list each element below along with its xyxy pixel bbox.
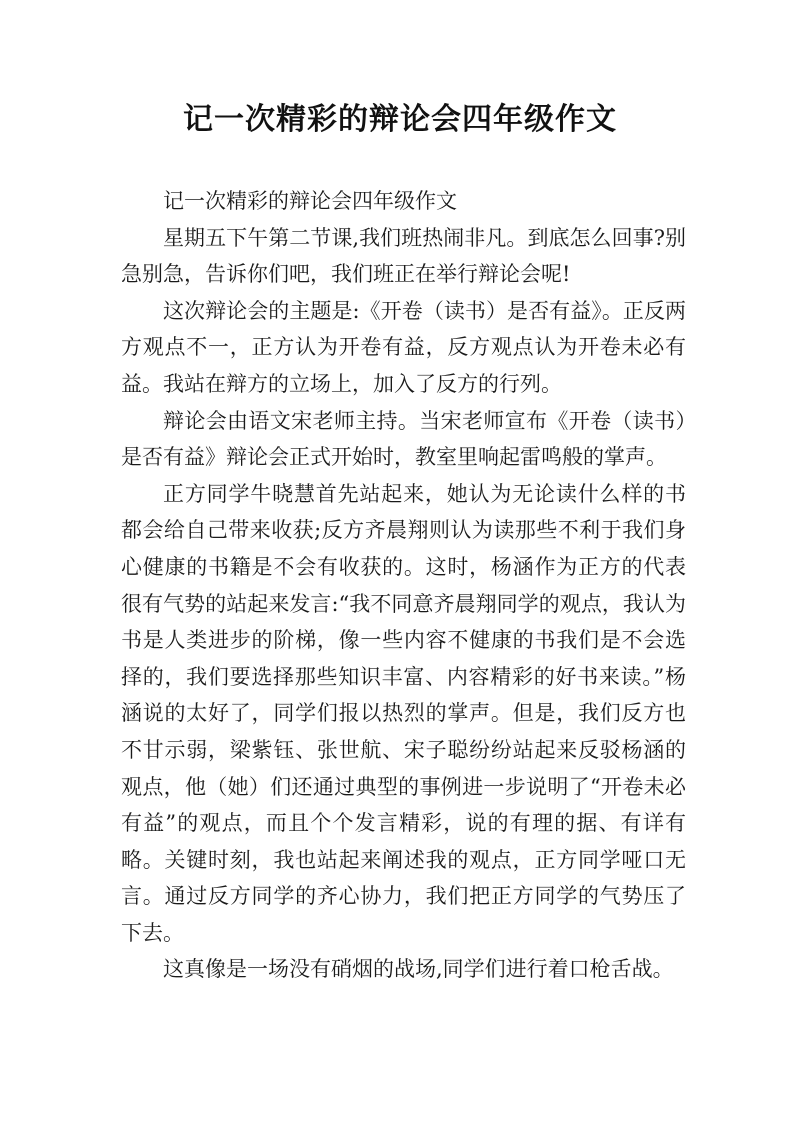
paragraph-conclusion: 这真像是一场没有硝烟的战场,同学们进行着口枪舌战。 bbox=[163, 957, 674, 982]
paragraph-topic: 这次辩论会的主题是:《开卷（读书）是否有益》。正反两方观点不一，正方认为开卷有益，反方观点认为开卷未必有益。我站在辩方的立场上，加入了反方的行列。 bbox=[121, 298, 686, 396]
paragraph-intro: 星期五下午第二节课,我们班热闹非凡。到底怎么回事?别急别急，告诉你们吧，我们班正在举行辩论会呢! bbox=[121, 225, 686, 287]
document-body bbox=[121, 183, 686, 988]
paragraph-host: 辩论会由语文宋老师主持。当宋老师宣布《开卷（读书）是否有益》辩论会正式开始时，教室里响起雷鸣般的掌声。 bbox=[121, 408, 686, 470]
paragraph-subtitle: 记一次精彩的辩论会四年级作文 bbox=[163, 189, 457, 213]
paragraph-debate: 正方同学牛晓慧首先站起来，她认为无论读什么样的书都会给自己带来收获;反方齐晨翔则认为读那些不利于我们身心健康的书籍是不会有收获的。这时，杨涵作为正方的代表很有气势的站起来发言:“我不同意齐晨翔同学的观点，我认为书是人类进步的阶梯，像一些内容不健康的书我们是不会选择的，我们要选择那些知识丰富、内容精彩的好书来读。”杨涵说的太好了，同学们报以热烈的掌声。但是，我们反方也不甘示弱，梁紫钰、张世航、宋子聪纷纷站起来反驳杨涵的观点，他（她）们还通过典型的事例进一步说明了“开卷未必有益”的观点，而且个个发言精彩，说的有理的据、有详有略。关键时刻，我也站起来阐述我的观点，正方同学哑口无言。通过反方同学的齐心协力，我们把正方同学的气势压了下去。 bbox=[121, 481, 686, 945]
document-title: 记一次精彩的辩论会四年级作文 bbox=[183, 102, 617, 137]
